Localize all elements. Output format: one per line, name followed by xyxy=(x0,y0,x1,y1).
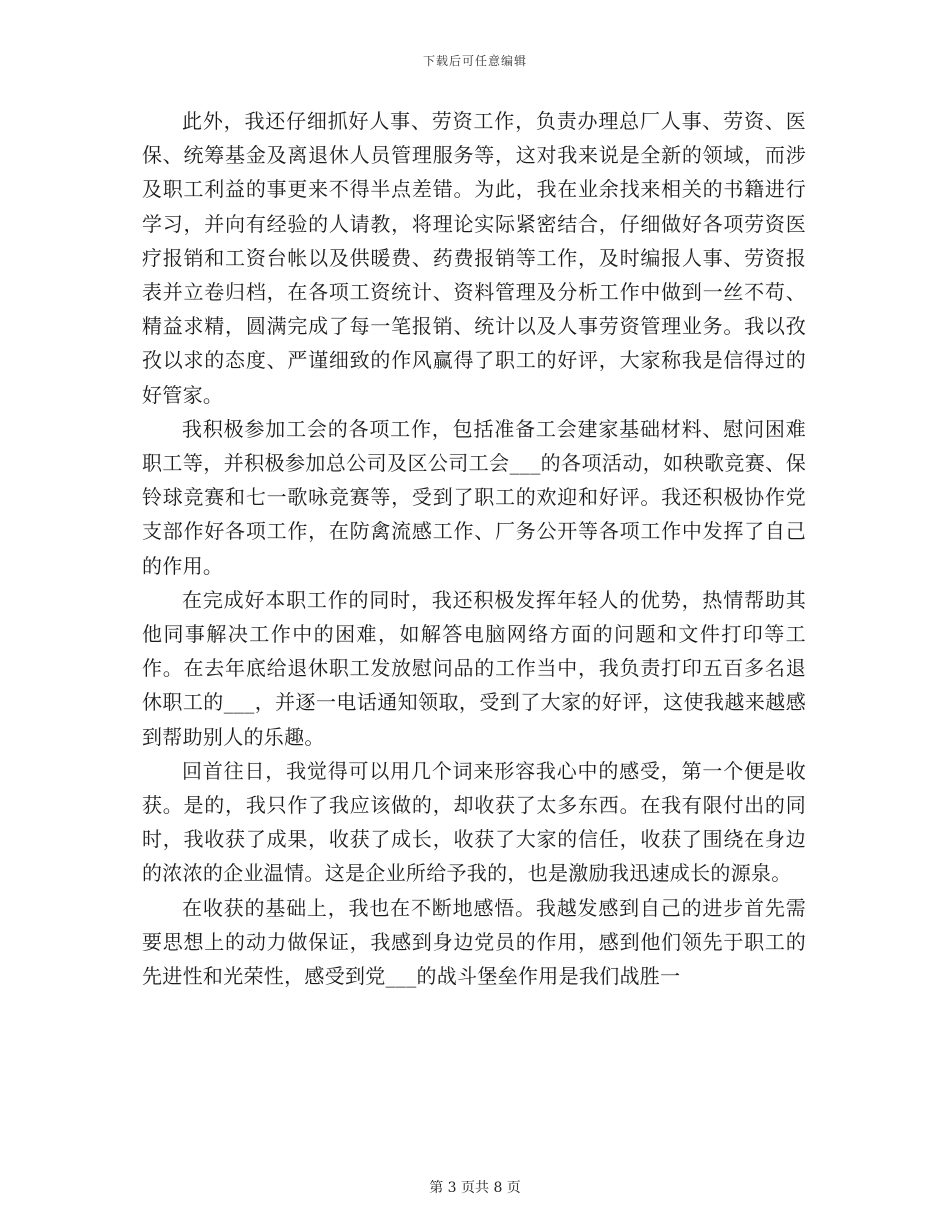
paragraph-hr-labor: 此外，我还仔细抓好人事、劳资工作，负责办理总厂人事、劳资、医保、统筹基金及离退休人员管理服务等，这对我来说是全新的领域，而涉及职工利益的事更来不得半点差错。为此，我在业余找来相关的书籍进行学习，并向有经验的人请教，将理论实际紧密结合，仔细做好各项劳资医疗报销和工资台帐以及供暖费、药费报销等工作，及时编报人事、劳资报表并立卷归档，在各项工资统计、资料管理及分析工作中做到一丝不苟、精益求精，圆满完成了每一笔报销、统计以及人事劳资管理业务。我以孜孜以求的态度、严谨细致的作风赢得了职工的好评，大家称我是信得过的好管家。 xyxy=(142,109,806,407)
paragraph-union-work: 我积极参加工会的各项工作，包括准备工会建家基础材料、慰问困难职工等，并积极参加总公司及区公司工会___的各项活动，如秧歌竞赛、保铃球竞赛和七一歌咏竞赛等，受到了职工的欢迎和好评。我还积极协作党支部作好各项工作，在防禽流感工作、厂务公开等各项工作中发挥了自己的作用。 xyxy=(142,416,806,578)
page-header: 下载后可任意编辑 xyxy=(422,54,527,68)
document-body xyxy=(142,104,806,993)
paragraph-reflection-gains: 回首往日，我觉得可以用几个词来形容我心中的感受，第一个便是收获。是的，我只作了我应该做的，却收获了太多东西。在我有限付出的同时，我收获了成果，收获了成长，收获了大家的信任，收获了围绕在身边的浓浓的企业温情。这是企业所给予我的，也是激励我迅速成长的源泉。 xyxy=(142,758,806,886)
paragraph-insights: 在收获的基础上，我也在不断地感悟。我越发感到自己的进步首先需要思想上的动力做保证，我感到身边党员的作用，感到他们领先于职工的先进性和光荣性，感受到党___的战斗堡垒作用是我们战胜一 xyxy=(142,895,806,989)
paragraph-helping-colleagues: 在完成好本职工作的同时，我还积极发挥年轻人的优势，热情帮助其他同事解决工作中的困难，如解答电脑网络方面的问题和文件打印等工作。在去年底给退休职工发放慰问品的工作当中，我负责打印五百多名退休职工的___，并逐一电话通知领取，受到了大家的好评，这使我越来越感到帮助别人的乐趣。 xyxy=(142,587,806,749)
page-number: 第 3 页共 8 页 xyxy=(429,1180,521,1196)
